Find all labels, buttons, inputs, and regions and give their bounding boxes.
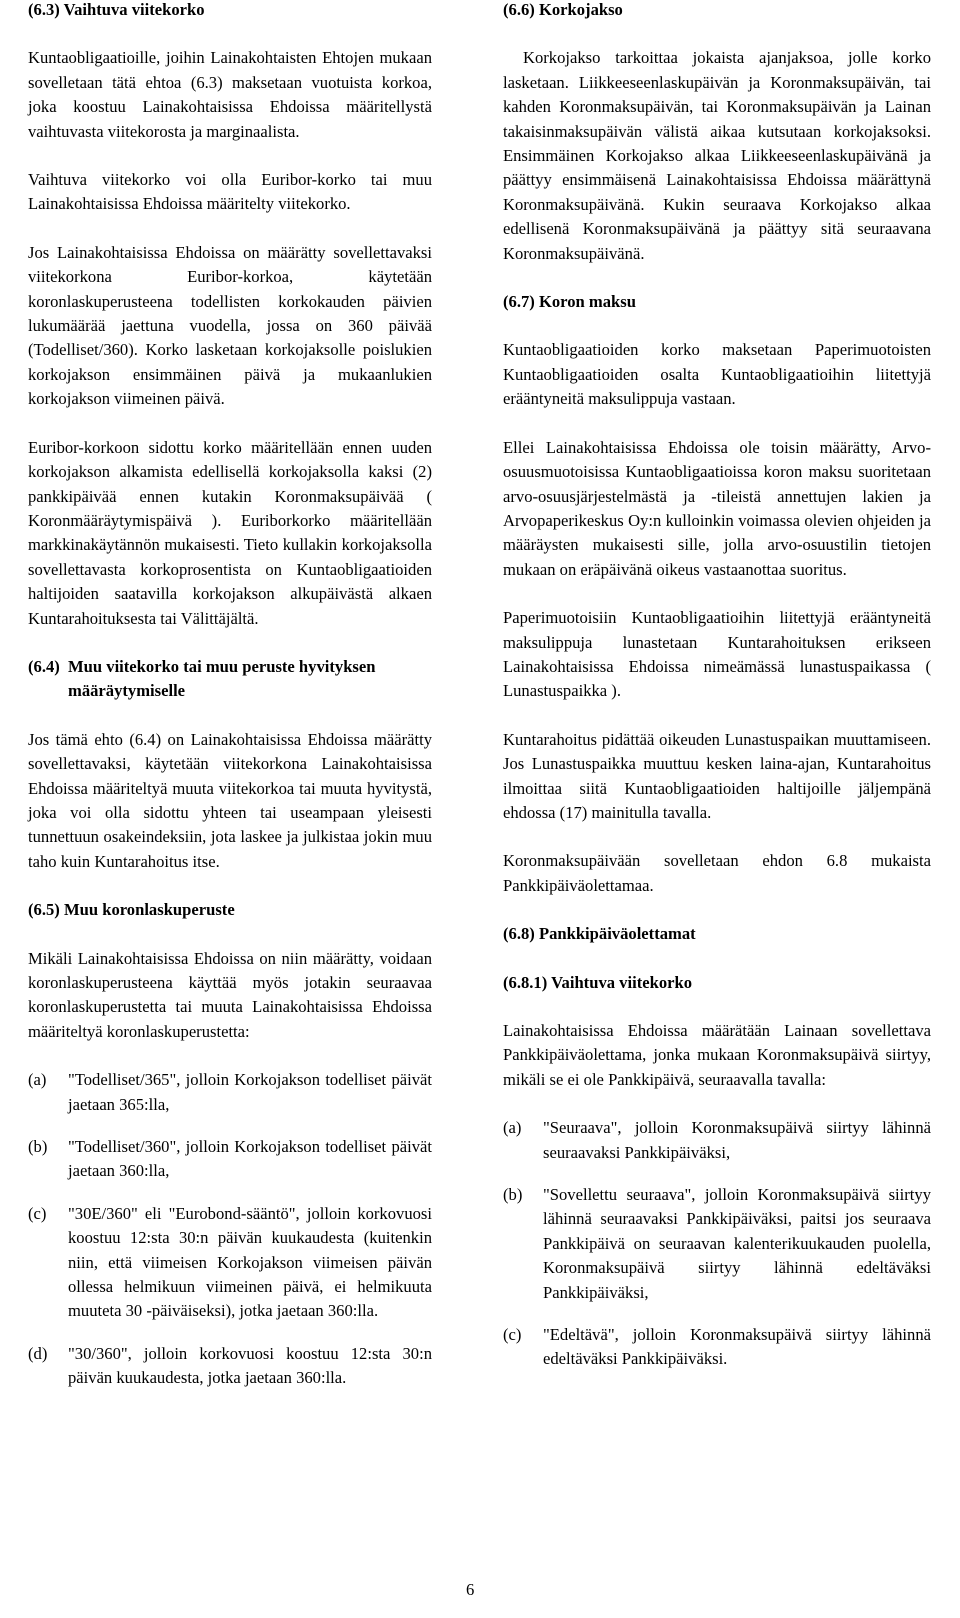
left-column [28, 0, 432, 1409]
list-item-label: (a) [503, 1118, 522, 1138]
paragraph: Ellei Lainakohtaisissa Ehdoissa ole toisin määrätty, Arvo-osuusmuotoisissa Kuntaobligaatioissa koron maksu suoritetaan arvo-osuusjärjestelmästä ja -tileistä annettujen lakien ja Arvopaperikeskus Oy:n kulloinkin voimassa olevien ohjeiden ja määräysten mukaisesti sille, jolla arvo-osuustilin tietojen mukaan on eräpäivänä oikeus vastaanottaa suoritus. [503, 437, 931, 579]
list-item [28, 1202, 432, 1324]
list-item [28, 1342, 432, 1391]
section-heading-6-3: (6.3) Vaihtuva viitekorko [28, 0, 205, 19]
paragraph: Korkojakso tarkoittaa jokaista ajanjaksoa, jolle korko lasketaan. Liikkeeseenlaskupäivän ja Koronmaksupäivän, tai kahden Koronmaksupäivän, tai Koronmaksupäivän ja Lainan takaisinmaksupäivän välistä aikaa kutsutaan korkojaksoksi. Ensimmäinen Korkojakso alkaa Liikkeeseenlaskupäivänä ja päättyy ensimmäisenä Lainakohtaisissa Ehdoissa määrättynä Koronmaksupäivänä. Kukin seuraava Korkojakso alkaa edellisenä Koronmaksupäivänä ja päättyy sitä seuraavana Koronmaksupäivänä. [503, 48, 931, 263]
paragraph: Jos tämä ehto (6.4) on Lainakohtaisissa Ehdoissa määrätty sovellettavaksi, käytetään viitekorkona Lainakohtaisissa Ehdoissa määriteltyä muuta viitekorkoa tai muuta hyvitystä, joka voi olla sidottu yhteen tai useampaan yleisesti tunnettuun osakeindeksiin, jota laskee ja julkistaa jokin muu taho kuin Kuntarahoitus itse. [28, 729, 432, 871]
paragraph: Koronmaksupäivään sovelletaan ehdon 6.8 mukaista Pankkipäiväolettamaa. [503, 851, 931, 895]
paragraph: Paperimuotoisiin Kuntaobligaatioihin liitettyjä erääntyneitä maksulippuja lunastetaan Kuntarahoituksen erikseen Lainakohtaisissa Ehdoissa nimeämässä lunastuspaikassa ( Lunastuspaikka ). [503, 608, 931, 701]
list-item-text: "Sovellettu seuraava", jolloin Koronmaksupäivä siirtyy lähinnä seuraavaksi Pankkipäiväksi, paitsi jos seuraava Pankkipäivä on seuraavan kalenterikuukauden puolella, Koronmaksupäivä siirtyy lähinnä edeltäväksi Pankkipäiväksi, [543, 1185, 931, 1302]
list-item [503, 1183, 931, 1305]
section-heading-6-5: (6.5) Muu koronlaskuperuste [28, 900, 235, 920]
list-item [503, 1116, 931, 1165]
list-item-label: (d) [28, 1343, 48, 1363]
list-item-text: "Todelliset/365", jolloin Korkojakson todelliset päivät jaetaan 365:lla, [68, 1070, 432, 1114]
list-item-label: (c) [503, 1325, 522, 1345]
list-item-label: (b) [28, 1137, 48, 1157]
paragraph: Euribor-korkoon sidottu korko määritellään ennen uuden korkojakson alkamista edellisellä korkojaksolla kaksi (2) pankkipäivää ennen kutakin Koronmaksupäivää ( Koronmääräytymispäivä ). Euriborkorko määritellään markkinakäytännön mukaisesti. Tieto kullakin korkojaksolla sovellettavasta korkoprosentista on Kuntaobligaatioiden haltijoiden saatavilla korkojakson alkupäivästä alkaen Kuntarahoituksesta tai Välittäjältä. [28, 437, 432, 628]
section-heading-6-6: (6.6) Korkojakso [503, 0, 623, 19]
list-item [503, 1323, 931, 1372]
list-item [28, 1135, 432, 1184]
section-heading-6-8-1: (6.8.1) Vaihtuva viitekorko [503, 972, 693, 992]
list-item-text: "Seuraava", jolloin Koronmaksupäivä siirtyy lähinnä seuraavaksi Pankkipäiväksi, [543, 1118, 931, 1162]
paragraph: Kuntaobligaatioiden korko maksetaan Paperimuotoisten Kuntaobligaatioiden osalta Kuntaobligaatioihin liitettyjä erääntyneitä maksulippuja vastaan. [503, 340, 931, 409]
paragraph: Kuntarahoitus pidättää oikeuden Lunastuspaikan muuttamiseen. Jos Lunastuspaikka muuttuu kesken laina-ajan, Kuntarahoitus ilmoittaa siitä Kuntaobligaatioiden haltijoille jäljempänä ehdossa (17) mainitulla tavalla. [503, 729, 931, 822]
paragraph: Kuntaobligaatioille, joihin Lainakohtaisten Ehtojen mukaan sovelletaan tätä ehtoa (6.3) maksetaan vuotuista korkoa, joka koostuu Lainakohtaisissa Ehdoissa määritellystä vaihtuvasta viitekorosta ja marginaalista. [28, 48, 432, 141]
list-item-label: (a) [28, 1070, 47, 1090]
list-item [28, 1068, 432, 1117]
list-item-label: (c) [28, 1203, 47, 1223]
list-item-text: "Edeltävä", jolloin Koronmaksupäivä siirtyy lähinnä edeltäväksi Pankkipäiväksi. [543, 1325, 931, 1369]
section-heading-6-7: (6.7) Koron maksu [503, 292, 636, 312]
heading-number: (6.4) [28, 656, 60, 676]
paragraph: Lainakohtaisissa Ehdoissa määrätään Lainaan sovellettava Pankkipäiväolettama, jonka mukaan Koronmaksupäivä siirtyy, mikäli se ei ole Pankkipäivä, seuraavalla tavalla: [503, 1021, 931, 1089]
heading-text: Muu viitekorko tai muu peruste hyvityksen määräytymiselle [68, 656, 376, 701]
list-item-text: "Todelliset/360", jolloin Korkojakson todelliset päivät jaetaan 360:lla, [68, 1137, 432, 1181]
paragraph: Jos Lainakohtaisissa Ehdoissa on määrätty sovellettavaksi viitekorkona Euribor-korkoa, käytetään koronlaskuperusteena todellisten korkokauden päivien lukumäärää jaettuna vuodella, jossa on 360 päivää (Todelliset/360). Korko lasketaan korkojaksolle poislukien korkojakson ensimmäinen päivä ja mukaanlukien korkojakson viimeinen päivä. [28, 242, 432, 409]
section-heading-6-4 [28, 655, 432, 704]
list-item-text: "30E/360" eli "Eurobond-sääntö", jolloin korkovuosi koostuu 12:sta 30:n päivän kuukaudesta (kuitenkin niin, että viimeisen Korkojakson viimeisen päivän ollessa helmikuun viimeinen päivä, ei helmikuuta muuteta 30 -päiväiseksi), jotka jaetaan 360:lla. [68, 1203, 432, 1321]
paragraph: Vaihtuva viitekorko voi olla Euribor-korko tai muu Lainakohtaisissa Ehdoissa määritelty viitekorko. [28, 170, 432, 214]
list-item-text: "30/360", jolloin korkovuosi koostuu 12:sta 30:n päivän kuukaudesta, jotka jaetaan 360:lla. [68, 1343, 432, 1388]
section-heading-6-8: (6.8) Pankkipäiväolettamat [503, 924, 696, 944]
list-item-label: (b) [503, 1185, 523, 1205]
paragraph: Mikäli Lainakohtaisissa Ehdoissa on niin määrätty, voidaan koronlaskuperusteena käyttää myös jotakin seuraavaa koronlaskuperustetta tai muuta Lainakohtaisissa Ehdoissa määriteltyä koronlaskuperustetta: [28, 948, 432, 1041]
right-column [503, 0, 931, 1390]
page-number: 6 [466, 1580, 475, 1599]
